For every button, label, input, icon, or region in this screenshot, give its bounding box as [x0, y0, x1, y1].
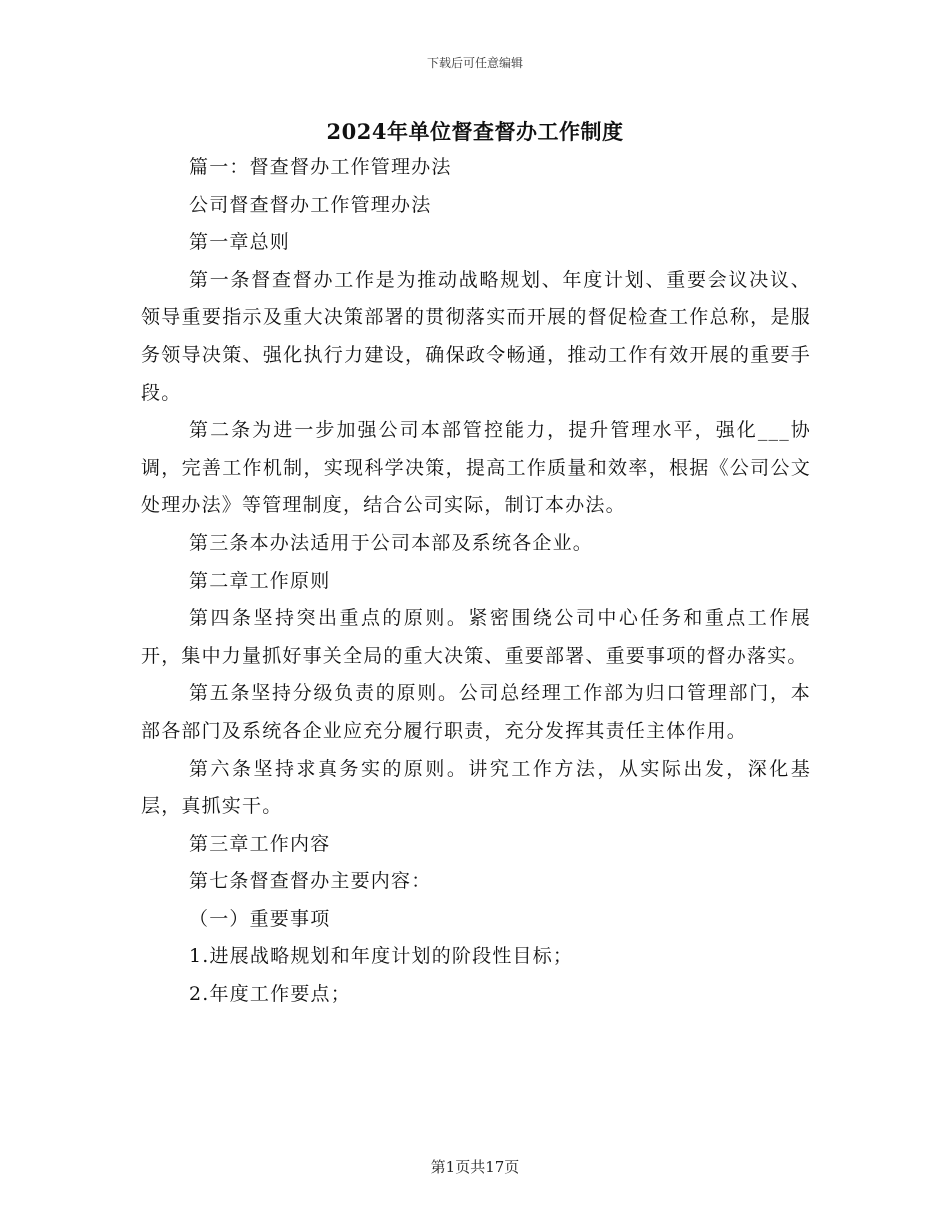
- paragraph-article-3: 第三条本办法适用于公司本部及系统各企业。: [189, 531, 594, 554]
- paragraph-chapter-2: 第二章工作原则: [189, 569, 331, 592]
- paragraph-chapter-1: 第一章总则: [189, 231, 291, 254]
- paragraph-chapter-3: 第三章工作内容: [189, 832, 331, 855]
- paragraph-section-heading: 篇一：督查督办工作管理办法: [189, 156, 452, 178]
- paragraph-article-2: 第二条为进一步加强公司本部管控能力，提升管理水平，强化___协调，完善工作机制，实现科学决策，提高工作质量和效率，根据《公司公文处理办法》等管理制度，结合公司实际，制订本办法。: [141, 419, 811, 517]
- page-footer: 第1页共17页: [430, 1158, 520, 1176]
- paragraph-list-item-1: 1.进展战略规划和年度计划的阶段性目标；: [189, 945, 574, 968]
- paragraph-item-heading: （一）重要事项: [189, 907, 331, 930]
- paragraph-list-item-2: 2.年度工作要点；: [189, 983, 351, 1006]
- document-title: 2024年单位督查督办工作制度: [326, 119, 624, 144]
- paragraph-article-7: 第七条督查督办主要内容：: [189, 870, 432, 893]
- paragraph-article-6: 第六条坚持求真务实的原则。讲究工作方法，从实际出发，深化基层，真抓实干。: [141, 757, 811, 818]
- paragraph-measures-title: 公司督查督办工作管理办法: [189, 193, 432, 216]
- document-body: [141, 149, 811, 1014]
- paragraph-article-5: 第五条坚持分级负责的原则。公司总经理工作部为归口管理部门，本部各部门及系统各企业应充分履行职责，充分发挥其责任主体作用。: [141, 682, 811, 742]
- paragraph-article-4: 第四条坚持突出重点的原则。紧密围绕公司中心任务和重点工作展开，集中力量抓好事关全局的重大决策、重要部署、重要事项的督办落实。: [141, 607, 811, 667]
- header-note: 下载后可任意编辑: [426, 56, 523, 70]
- paragraph-article-1: 第一条督查督办工作是为推动战略规划、年度计划、重要会议决议、领导重要指示及重大决策部署的贯彻落实而开展的督促检查工作总称，是服务领导决策、强化执行力建设，确保政令畅通，推动工作有效开展的重要手段。: [141, 268, 811, 404]
